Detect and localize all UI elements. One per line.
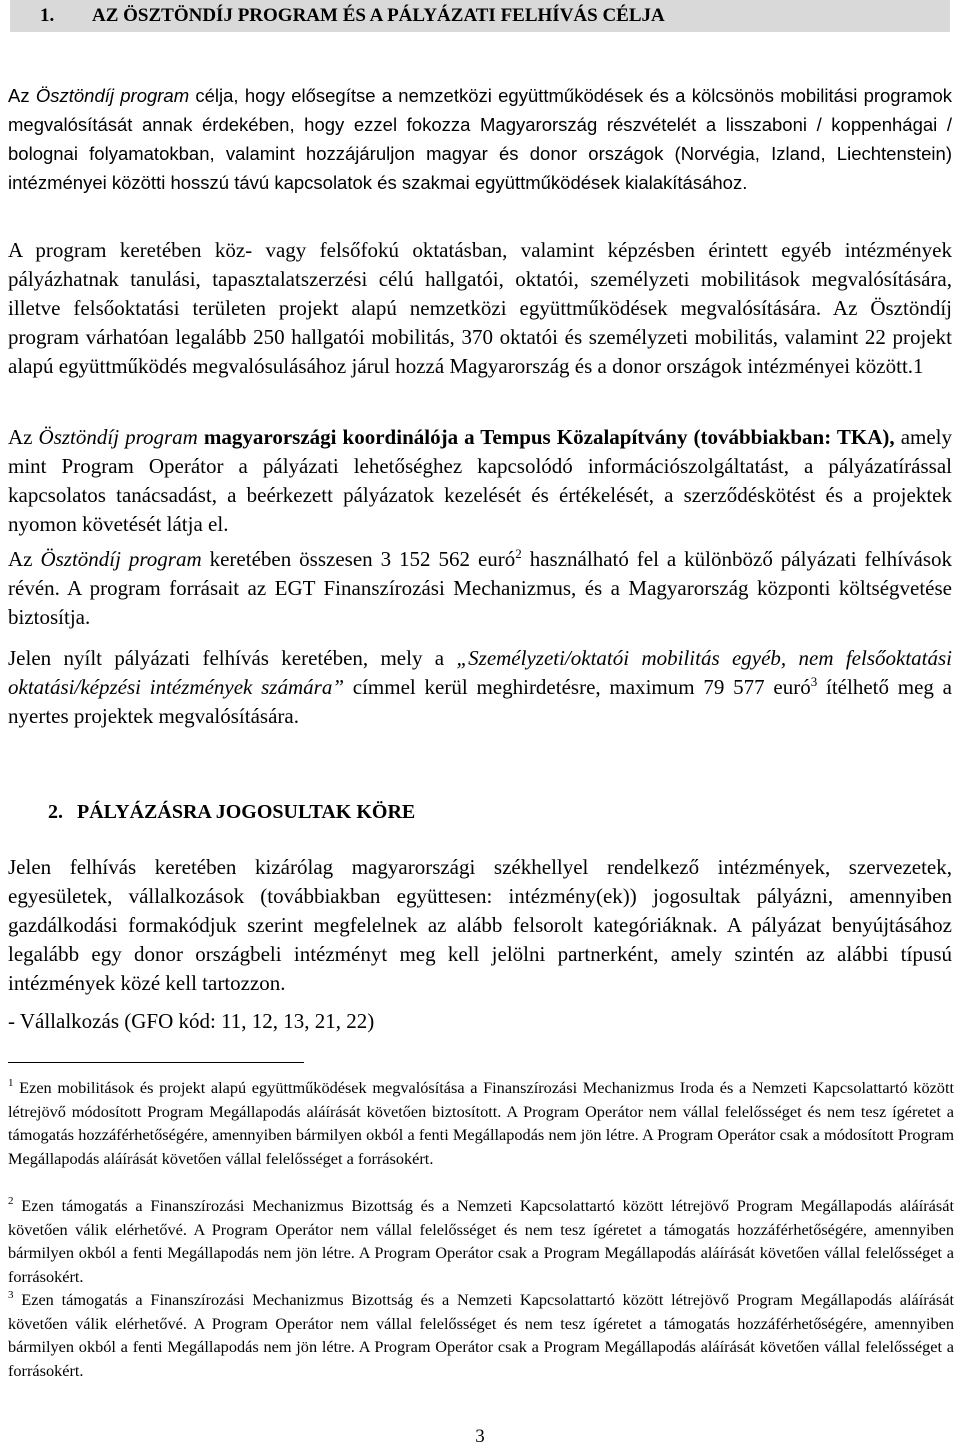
p1-text-a: Az (8, 85, 36, 106)
p5-text-a: Jelen nyílt pályázati felhívás keretében, mely a (8, 646, 457, 670)
footnote-ref-2: 2 (515, 546, 522, 561)
footnote-2-number: 2 (8, 1195, 14, 1207)
paragraph-coordinator (8, 423, 952, 539)
page-number: 3 (475, 1426, 485, 1447)
p3-program-name: Ösztöndíj program (38, 425, 198, 449)
paragraph-purpose (8, 81, 952, 197)
p1-text-c: célja, hogy elősegítse a nemzetközi együttműködések és a kölcsönös mobilitási programok megvalósítását annak érdekében, hogy ezzel fokozza Magyarország részvételét a lisszaboni / koppenhágai / bolognai folyamatokban, valamint hozzájáruljon magyar és donor országok (Norvégia, Izland, Liechtenstein) intézményei közötti hosszú távú kapcsolatok és szakmai együttműködések kialakításához. (8, 85, 952, 193)
footnote-1-text: Ezen mobilitások és projekt alapú együttműködések megvalósítása a Finanszírozási Mechanizmus Iroda és a Nemzeti Kapcsolattartó között létrejövő módosított Program Megállapodás aláírását követően biztosított. A Program Operátor nem vállal felelősséget és nem tesz ígéretet a támogatás hozzáférhetőségére, amennyiben bármilyen okból a fenti Megállapodás nem jön létre. A Program Operátor csak a módosított Program Megállapodás aláírását követően vállal felelősséget a forrásokért. (8, 1078, 954, 1168)
p1-program-name: Ösztöndíj program (35, 85, 190, 106)
p4-program-name: Ösztöndíj program (40, 547, 202, 571)
p5-call-title: „Személyzeti/oktatói mobilitás egyéb, nem felsőoktatási oktatási/képzési intézmények számára” (8, 646, 952, 699)
paragraph-call (8, 644, 952, 731)
p3-coordinator-bold: magyarországi koordinálója a Tempus Közalapítvány (továbbiakban: TKA), (203, 425, 895, 449)
footnote-3-number: 3 (8, 1289, 14, 1301)
paragraph-eligibility: Jelen felhívás keretében kizárólag magyarországi székhellyel rendelkező intézmények, szervezetek, egyesületek, vállalkozások (továbbiakban együttesen: intézmény(ek)) jogosultak pályázni, amennyiben gazdálkodási formakódjuk szerint megfelelnek az alább felsorolt kategóriáknak. A pályázat benyújtásához legalább egy donor országbeli intézményt meg kell jelölni partnerként, amely szintén az alábbi típusú intézmények közé kell tartozzon. (8, 855, 952, 995)
footnote-1 (8, 1076, 954, 1170)
footnote-2 (8, 1194, 954, 1288)
section-2-title: PÁLYÁZÁSRA JOGOSULTAK KÖRE (77, 801, 416, 823)
footnote-1-number: 1 (8, 1077, 14, 1089)
paragraph-eligible-type: - Vállalkozás (GFO kód: 11, 12, 13, 21, 22) (8, 1009, 375, 1033)
p3-text-a: Az (8, 425, 39, 449)
footnote-separator (8, 1062, 304, 1063)
p4-text-a: Az (8, 547, 41, 571)
section-1-number: 1. (40, 5, 55, 26)
footnote-2-text: Ezen támogatás a Finanszírozási Mechanizmus Bizottság és a Nemzeti Kapcsolattartó között létrejövő Program Megállapodás aláírását követően válik elérhetővé. A Program Operátor nem vállal felelősséget és nem tesz ígéretet a támogatás hozzáférhetőségére, amennyiben bármilyen okból a fenti Megállapodás nem jön létre. A Program Operátor csak a Program Megállapodás aláírását követően vállal felelősséget a forrásokért. (8, 1196, 954, 1286)
section-1-title: AZ ÖSZTÖNDÍJ PROGRAM ÉS A PÁLYÁZATI FELHÍVÁS CÉLJA (92, 5, 665, 26)
footnote-3 (8, 1288, 954, 1382)
p2-text: A program keretében köz- vagy felsőfokú oktatásban, valamint képzésben érintett egyéb intézmények pályázhatnak tanulási, tapasztalatszerzési célú hallgatói, oktatói, személyzeti mobilitások megvalósítására, illetve felsőoktatási területen projekt alapú nemzetközi együttműködések megvalósítására. Az Ösztöndíj program várhatóan legalább 250 hallgatói mobilitás, 370 oktatói és személyzeti mobilitás, valamint 22 projekt alapú együttműködés megvalósulásához járul hozzá Magyarország és a donor országok intézményei között. (8, 238, 952, 378)
section-2-number: 2. (48, 801, 63, 823)
footnote-ref-1: 1 (913, 354, 924, 378)
paragraph-budget (8, 545, 952, 632)
paragraph-program-scope (8, 236, 952, 381)
p5-text-d: ítélhető meg a nyertes projektek megvalósítására. (8, 675, 952, 728)
p4-text-d: használható fel a különböző pályázati felhívások révén. A program forrásait az EGT Finanszírozási Mechanizmus, és a Magyarország központi költségvetése biztosítja. (8, 547, 953, 629)
p3-text-e: amely mint Program Operátor a pályázati lehetőséghez kapcsolódó információszolgáltatást, a pályázatírással kapcsolatos tanácsadást, a beérkezett pályázatok kezelését és értékelését, a szerződéskötést és a projektek nyomon követését látja el. (8, 425, 953, 536)
p4-text-c: keretében összesen 3 152 562 euró (201, 547, 516, 571)
footnote-3-text: Ezen támogatás a Finanszírozási Mechanizmus Bizottság és a Nemzeti Kapcsolattartó között létrejövő Program Megállapodás aláírását követően válik elérhetővé. A Program Operátor nem vállal felelősséget és nem tesz ígéretet a támogatás hozzáférhetőségére, amennyiben bármilyen okból a fenti Megállapodás nem jön létre. A Program Operátor csak a Program Megállapodás aláírását követően vállal felelősséget a forrásokért. (8, 1290, 954, 1380)
section-1-heading (10, 0, 950, 32)
section-2-heading (48, 797, 415, 827)
p5-text-c: címmel kerül meghirdetésre, maximum 79 577 euró (344, 675, 811, 699)
footnote-ref-3: 3 (810, 674, 818, 689)
